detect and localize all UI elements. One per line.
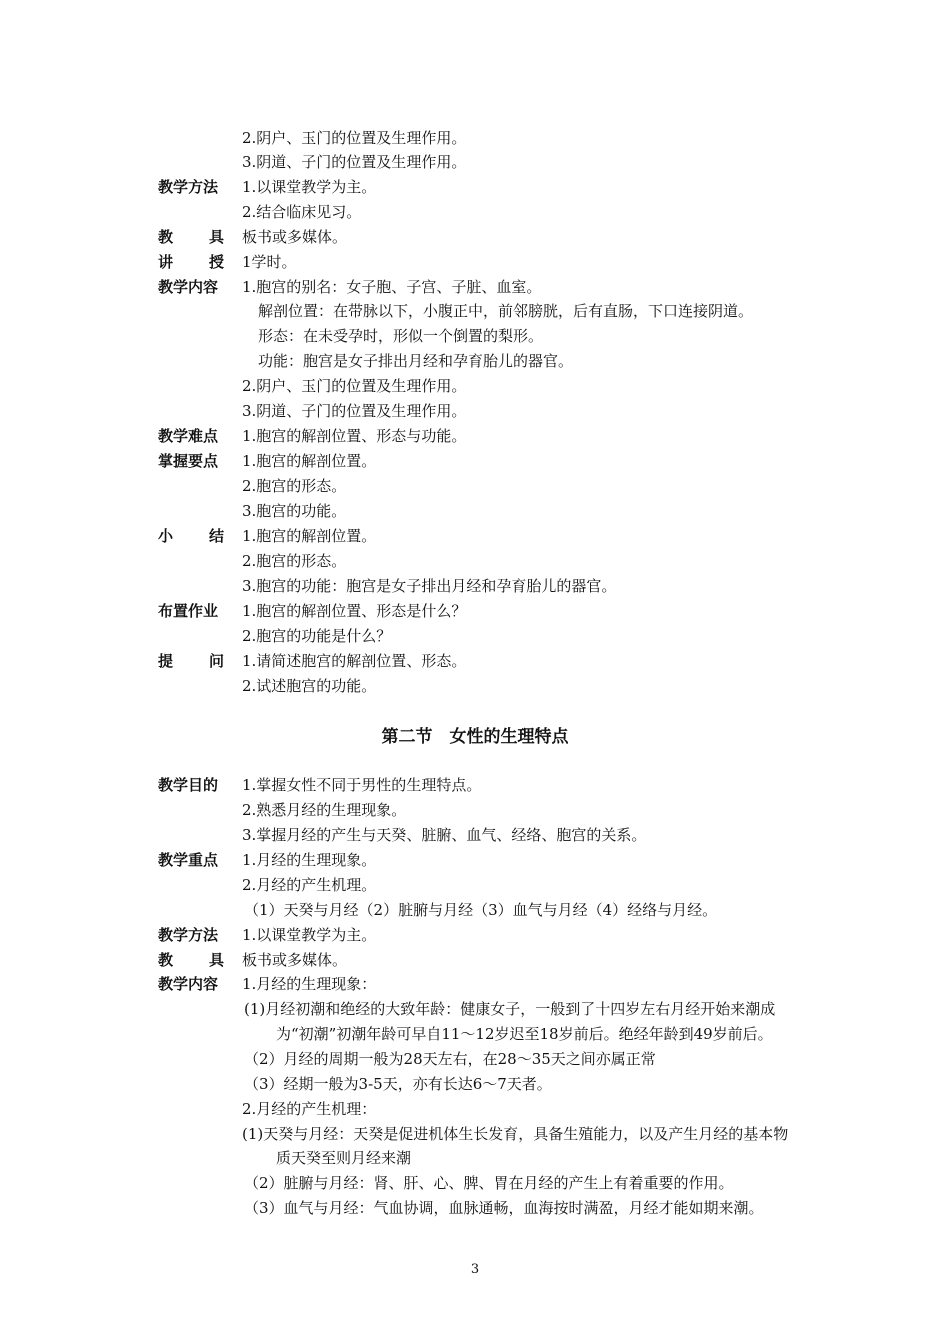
- section-heading: 第二节 女性的生理特点: [381, 727, 569, 747]
- content-text: 1.胞宫的别名：女子胞、子宫、子脏、血室。: [242, 278, 542, 296]
- content-text: 2.阴户、玉门的位置及生理作用。: [242, 377, 467, 395]
- content-text: （2）脏腑与月经：肾、肝、心、脾、胃在月经的产生上有着重要的作用。: [244, 1174, 734, 1192]
- tools-label: [158, 225, 224, 249]
- content-text: 为“初潮”初潮年龄可早自11～12岁迟至18岁前后。绝经年龄到49岁前后。: [276, 1025, 773, 1043]
- content-text: （3）血气与月经：气血协调，血脉通畅，血海按时满盈，月经才能如期来潮。: [244, 1199, 764, 1217]
- focus-label: 教学重点: [158, 851, 219, 869]
- content-text: 质天癸至则月经来潮: [276, 1149, 412, 1167]
- label-char: 具: [208, 228, 224, 246]
- line-text: 3.阴道、子门的位置及生理作用。: [242, 153, 467, 171]
- keypoints-text: 1.胞宫的解剖位置。: [242, 452, 377, 470]
- focus-text: 2.月经的产生机理。: [242, 876, 377, 894]
- line-text: 2.阴户、玉门的位置及生理作用。: [242, 129, 467, 147]
- page-number: 3: [470, 1262, 480, 1277]
- method-text: 1.以课堂教学为主。: [242, 926, 377, 944]
- content-text: 功能：胞宫是女子排出月经和孕育胎儿的器官。: [258, 352, 574, 370]
- keypoints-text: 2.胞宫的形态。: [242, 477, 347, 495]
- summary-text: 1.胞宫的解剖位置。: [242, 527, 377, 545]
- label-char: 小: [158, 527, 174, 545]
- homework-text: 1.胞宫的解剖位置、形态是什么？: [242, 602, 467, 620]
- keypoints-text: 3.胞宫的功能。: [242, 502, 347, 520]
- hours-label: [158, 250, 224, 274]
- goal-label: 教学目的: [158, 776, 219, 794]
- keypoints-label: 掌握要点: [158, 452, 219, 470]
- method-text: 1.以课堂教学为主。: [242, 178, 377, 196]
- label-char: 具: [208, 951, 224, 969]
- tools-label: [158, 948, 224, 972]
- summary-text: 3.胞宫的功能：胞宫是女子排出月经和孕育胎儿的器官。: [242, 577, 617, 595]
- hours-text: 1学时。: [242, 253, 297, 271]
- focus-text: 1.月经的生理现象。: [242, 851, 377, 869]
- content-text: 2.月经的产生机理：: [242, 1100, 377, 1118]
- goal-text: 1.掌握女性不同于男性的生理特点。: [242, 776, 482, 794]
- label-char: 教: [158, 951, 174, 969]
- content-text: （2）月经的周期一般为28天左右，在28～35天之间亦属正常: [244, 1050, 656, 1068]
- content-text: 1.月经的生理现象：: [242, 975, 377, 993]
- questions-text: 2.试述胞宫的功能。: [242, 677, 377, 695]
- content-text: (1)月经初潮和绝经的大致年龄：健康女子，一般到了十四岁左右月经开始来潮成: [244, 1000, 776, 1018]
- content-text: （3）经期一般为3-5天，亦有长达6～7天者。: [244, 1075, 552, 1093]
- content-text: 形态：在未受孕时，形似一个倒置的梨形。: [258, 327, 544, 345]
- label-char: 问: [208, 652, 224, 670]
- label-char: 讲: [158, 253, 174, 271]
- method-label: 教学方法: [158, 178, 219, 196]
- content-text: 解剖位置：在带脉以下，小腹正中，前邻膀胱，后有直肠，下口连接阴道。: [258, 302, 754, 320]
- homework-text: 2.胞宫的功能是什么？: [242, 627, 392, 645]
- tools-text: 板书或多媒体。: [242, 951, 348, 969]
- content-label: 教学内容: [158, 278, 219, 296]
- goal-text: 3.掌握月经的产生与天癸、脏腑、血气、经络、胞宫的关系。: [242, 826, 647, 844]
- questions-text: 1.请简述胞宫的解剖位置、形态。: [242, 652, 467, 670]
- label-char: 授: [208, 253, 224, 271]
- homework-label: 布置作业: [158, 602, 219, 620]
- summary-label: [158, 524, 224, 548]
- questions-label: [158, 649, 224, 673]
- content-text: (1)天癸与月经：天癸是促进机体生长发育，具备生殖能力，以及产生月经的基本物: [242, 1125, 789, 1143]
- label-char: 结: [208, 527, 224, 545]
- difficulty-label: 教学难点: [158, 427, 219, 445]
- focus-text: （1）天癸与月经（2）脏腑与月经（3）血气与月经（4）经络与月经。: [244, 901, 718, 919]
- difficulty-text: 1.胞宫的解剖位置、形态与功能。: [242, 427, 467, 445]
- goal-text: 2.熟悉月经的生理现象。: [242, 801, 407, 819]
- content-text: 3.阴道、子门的位置及生理作用。: [242, 402, 467, 420]
- content-label: 教学内容: [158, 975, 219, 993]
- label-char: 教: [158, 228, 174, 246]
- tools-text: 板书或多媒体。: [242, 228, 348, 246]
- method-text: 2.结合临床见习。: [242, 203, 362, 221]
- method-label: 教学方法: [158, 926, 219, 944]
- summary-text: 2.胞宫的形态。: [242, 552, 347, 570]
- label-char: 提: [158, 652, 174, 670]
